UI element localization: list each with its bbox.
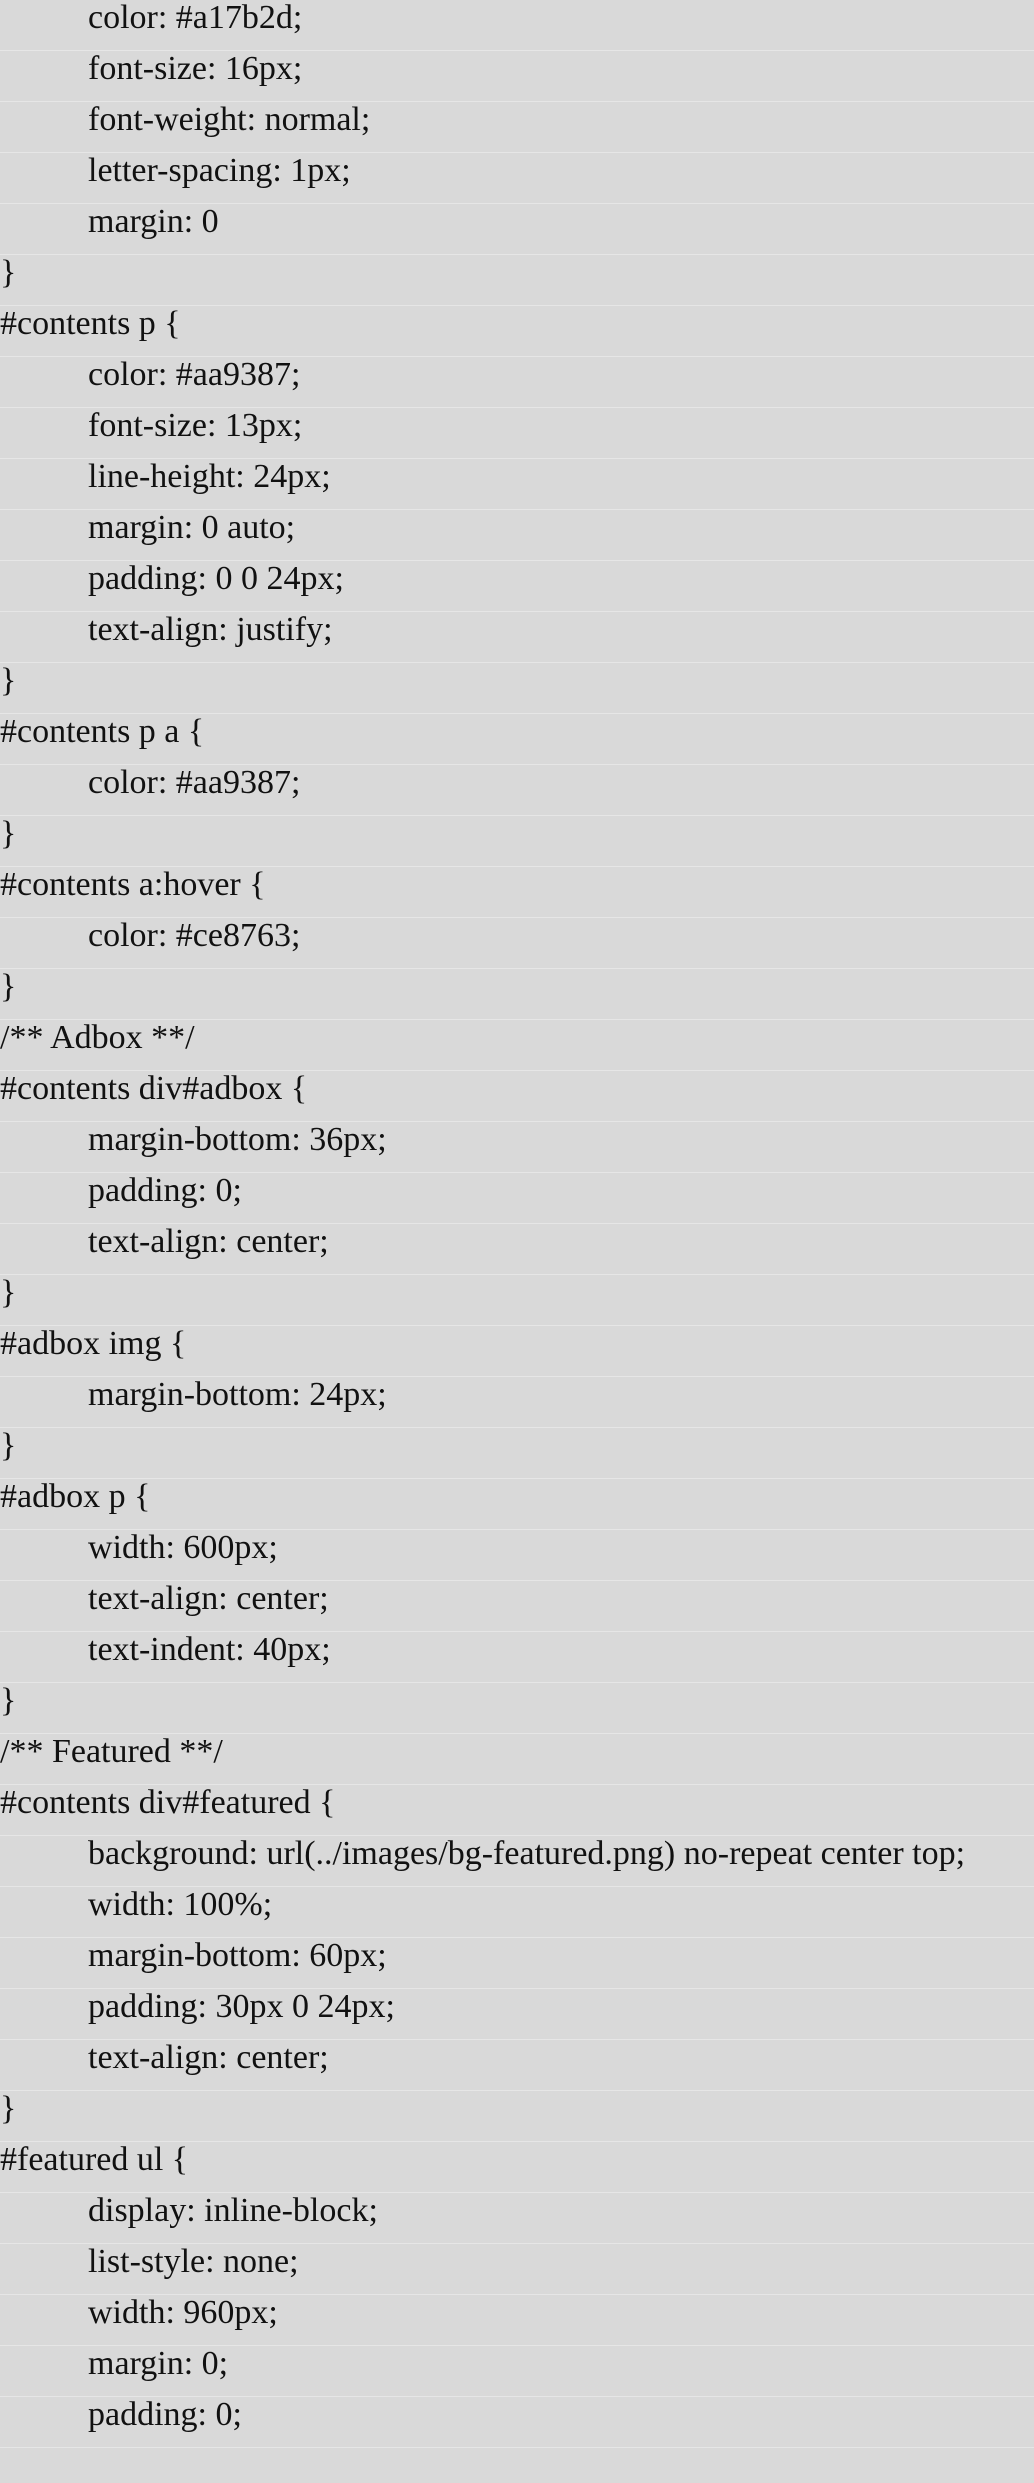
code-line: font-size: 16px; xyxy=(0,51,1034,102)
code-line: } xyxy=(0,816,1034,867)
code-line: font-size: 13px; xyxy=(0,408,1034,459)
code-line: margin-bottom: 36px; xyxy=(0,1122,1034,1173)
code-line: #adbox p { xyxy=(0,1479,1034,1530)
code-line: /** Adbox **/ xyxy=(0,1020,1034,1071)
code-line: margin-bottom: 60px; xyxy=(0,1938,1034,1989)
code-line: } xyxy=(0,663,1034,714)
code-line: /** Featured **/ xyxy=(0,1734,1034,1785)
code-line: width: 960px; xyxy=(0,2295,1034,2346)
code-line: font-weight: normal; xyxy=(0,102,1034,153)
code-line: text-indent: 40px; xyxy=(0,1632,1034,1683)
code-line: } xyxy=(0,1428,1034,1479)
code-line: color: #aa9387; xyxy=(0,357,1034,408)
code-line: margin: 0; xyxy=(0,2346,1034,2397)
code-line: color: #aa9387; xyxy=(0,765,1034,816)
code-line: padding: 30px 0 24px; xyxy=(0,1989,1034,2040)
code-line: text-align: center; xyxy=(0,2040,1034,2091)
code-line: text-align: justify; xyxy=(0,612,1034,663)
code-line: text-align: center; xyxy=(0,1224,1034,1275)
code-line: padding: 0; xyxy=(0,2397,1034,2448)
code-line: width: 100%; xyxy=(0,1887,1034,1938)
code-line: padding: 0 0 24px; xyxy=(0,561,1034,612)
code-line: margin: 0 auto; xyxy=(0,510,1034,561)
code-line: text-align: center; xyxy=(0,1581,1034,1632)
code-line: } xyxy=(0,1275,1034,1326)
code-line: #featured ul { xyxy=(0,2142,1034,2193)
code-line: color: #a17b2d; xyxy=(0,0,1034,51)
code-line: list-style: none; xyxy=(0,2244,1034,2295)
code-line: width: 600px; xyxy=(0,1530,1034,1581)
code-line: color: #ce8763; xyxy=(0,918,1034,969)
code-line: #contents a:hover { xyxy=(0,867,1034,918)
code-line: #contents p { xyxy=(0,306,1034,357)
code-line: background: url(../images/bg-featured.png) no-repeat center top; xyxy=(0,1836,1034,1887)
code-line: margin-bottom: 24px; xyxy=(0,1377,1034,1428)
code-line: #contents p a { xyxy=(0,714,1034,765)
code-line: line-height: 24px; xyxy=(0,459,1034,510)
code-line: } xyxy=(0,2091,1034,2142)
code-line: display: inline-block; xyxy=(0,2193,1034,2244)
code-line: } xyxy=(0,1683,1034,1734)
code-line: #contents div#featured { xyxy=(0,1785,1034,1836)
code-line: letter-spacing: 1px; xyxy=(0,153,1034,204)
code-line: margin: 0 xyxy=(0,204,1034,255)
code-line: } xyxy=(0,969,1034,1020)
code-line: } xyxy=(0,255,1034,306)
code-line: #contents div#adbox { xyxy=(0,1071,1034,1122)
code-line: padding: 0; xyxy=(0,1173,1034,1224)
code-line: #adbox img { xyxy=(0,1326,1034,1377)
